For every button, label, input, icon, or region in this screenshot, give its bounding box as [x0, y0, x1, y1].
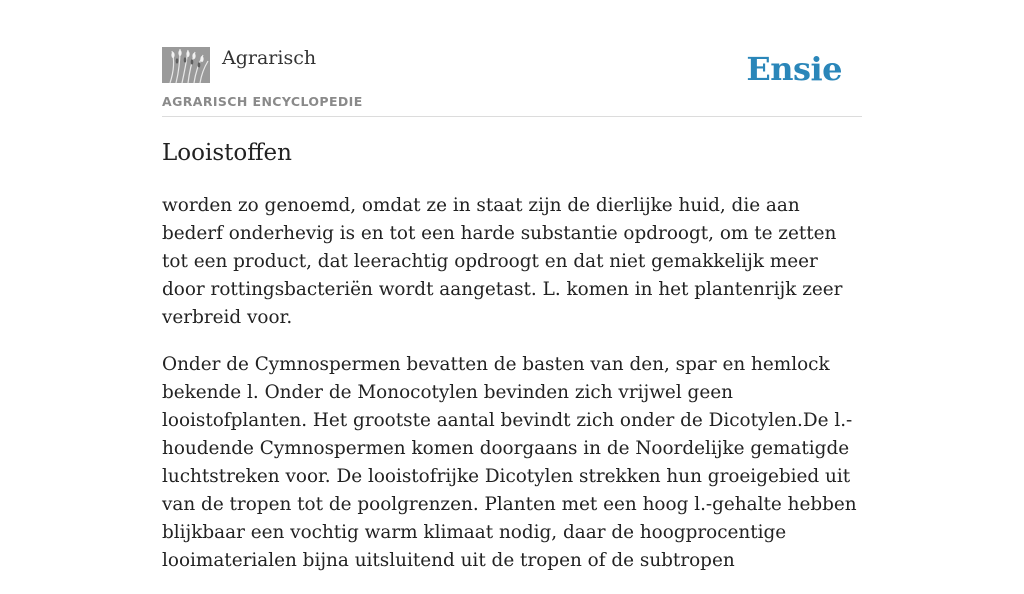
wheat-icon[interactable]	[162, 47, 210, 83]
article-body	[162, 192, 864, 594]
paragraph: worden zo genoemd, omdat ze in staat zijn de dierlijke huid, die aan bederf onderhevig is en tot een harde substantie opdroogt, om te zetten tot een product, dat leerachtig opdroogt en dat niet gemakkelijk meer door rottingsbacteriën wordt aangetast. L. komen in het plantenrijk zeer verbreid voor.	[162, 195, 843, 328]
source-name[interactable]: Agrarisch	[222, 47, 317, 69]
brand-logo[interactable]: Ensie	[746, 50, 842, 88]
header	[162, 46, 862, 117]
source-subtitle: AGRARISCH ENCYCLOPEDIE	[162, 94, 363, 109]
paragraph: Onder de Cymnospermen bevatten de basten van den, spar en hemlock bekende l. Onder de Monocotylen bevinden zich vrijwel geen looistofplanten. Het grootste aantal bevindt zich onder de Dicotylen.De l.-houdende Cymnospermen komen doorgaans in de Noordelijke gematigde luchtstreken voor. De looistofrijke Dicotylen strekken hun groeigebied uit van de tropen tot de poolgrenzen. Planten met een hoog l.-gehalte hebben blijkbaar een vochtig warm klimaat nodig, daar de hoogprocentige looimaterialen bijna uitsluitend uit de tropen of de subtropen	[162, 354, 857, 571]
page-title: Looistoffen	[162, 140, 292, 166]
